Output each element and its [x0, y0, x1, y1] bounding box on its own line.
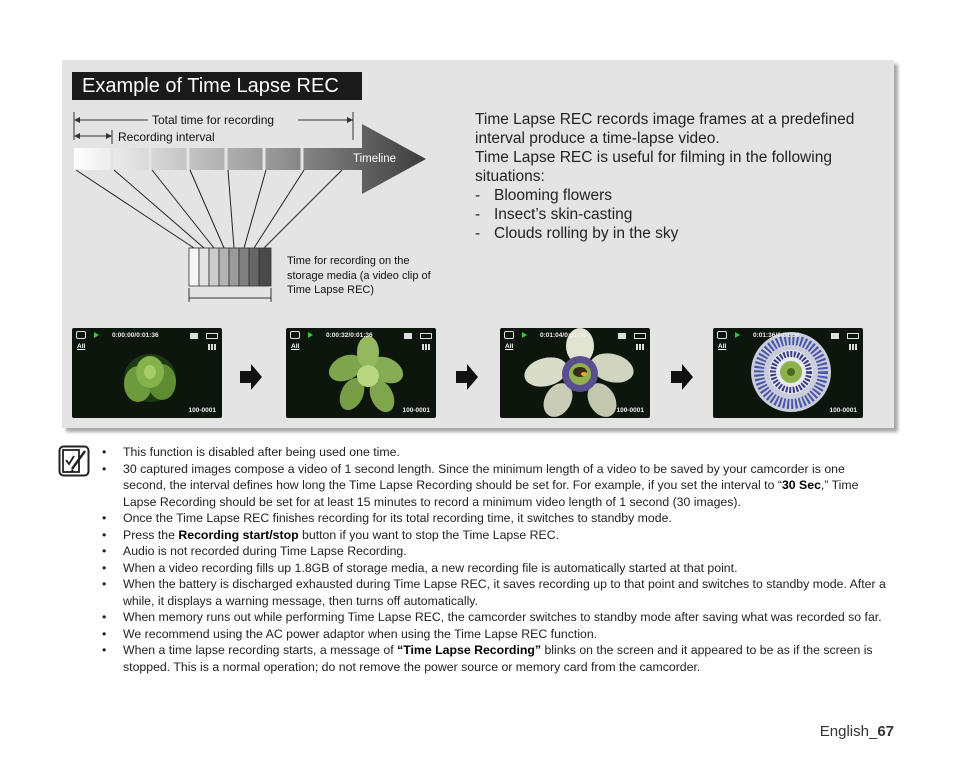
file-number: 100-0001 [188, 407, 216, 414]
play-icon [522, 332, 527, 338]
battery-icon [634, 333, 646, 339]
note-icon [58, 445, 90, 477]
notes-list [100, 444, 890, 675]
memory-card-icon [618, 333, 626, 339]
note-item: • Once the Time Lapse REC finishes recording for its total recording time, it switches to standby mode. [100, 510, 890, 527]
intro-line-1: Time Lapse REC records image frames at a predefined interval produce a time-lapse video. [475, 111, 855, 147]
battery-icon [847, 333, 859, 339]
video-mode-icon [76, 331, 86, 339]
page-footer [820, 723, 894, 740]
note-item: • When the battery is discharged exhausted during Time Lapse REC, it saves recording up to that point and switches to standby mode. After a while, it displays a warning message, then turns off automatically. [100, 576, 890, 609]
thumbnail-frame-3 [500, 328, 650, 418]
all-label: All [291, 343, 300, 350]
memory-card-icon [831, 333, 839, 339]
next-arrow-icon [671, 364, 693, 390]
play-icon [735, 332, 740, 338]
intro-line-2: Time Lapse REC is useful for filming in the following situations: [475, 149, 832, 185]
battery-icon [420, 333, 432, 339]
all-label: All [77, 343, 86, 350]
playback-time: 0:00:00/0:01:36 [112, 332, 159, 339]
note-item: • Audio is not recorded during Time Lapse Recording. [100, 543, 890, 560]
note-item: • When memory runs out while performing Time Lapse REC, the camcorder switches to standby mode after saving what was recorded so far. [100, 609, 890, 626]
note-item: • This function is disabled after being used one time. [100, 444, 890, 461]
memory-card-icon [404, 333, 412, 339]
note-item: • 30 captured images compose a video of 1 second length. Since the minimum length of a video to be saved by your camcorder is one second, the interval defines how long the Time Lapse Recording should be set for. For example, if you set the interval to “30 Sec,” Time Lapse Recording should be set for at least 15 minutes to record a minimum video length of 1 second (30 images). [100, 461, 890, 511]
thumbnail-frame-4 [713, 328, 863, 418]
memory-card-icon [190, 333, 198, 339]
panel-title: Example of Time Lapse REC [72, 72, 362, 100]
note-item: • Press the Recording start/stop button if you want to stop the Time Lapse REC. [100, 527, 890, 544]
quality-icon [208, 344, 216, 350]
playback-time: 0:00:32/0:01:36 [326, 332, 373, 339]
situations-list [475, 186, 885, 243]
video-mode-icon [717, 331, 727, 339]
thumbnail-sequence [72, 328, 864, 418]
storage-caption: Time for recording on the storage media (a video clip of Time Lapse REC) [287, 255, 431, 296]
quality-icon [422, 344, 430, 350]
intro-text [475, 110, 885, 243]
page-number: 67 [877, 723, 894, 740]
video-mode-icon [290, 331, 300, 339]
play-icon [94, 332, 99, 338]
situation-item: - Insect’s skin-casting [475, 205, 885, 224]
blooming-flower-image [500, 328, 650, 418]
thumbnail-frame-2 [286, 328, 436, 418]
all-label: All [505, 343, 514, 350]
file-number: 100-0001 [829, 407, 857, 414]
note-item: • We recommend using the AC power adaptor when using the Time Lapse REC function. [100, 626, 890, 643]
quality-icon [636, 344, 644, 350]
note-item: • When a video recording fills up 1.8GB of storage media, a new recording file is automatically started at that point. [100, 560, 890, 577]
all-label: All [718, 343, 727, 350]
play-icon [308, 332, 313, 338]
video-mode-icon [504, 331, 514, 339]
total-time-label: Total time for recording [152, 113, 275, 127]
situation-item: - Blooming flowers [475, 186, 885, 205]
quality-icon [849, 344, 857, 350]
playback-time: 0:01:36/0:01:36 [753, 332, 800, 339]
playback-time: 0:01:04/0:01:36 [540, 332, 587, 339]
footer-language: English_ [819, 723, 878, 740]
next-arrow-icon [456, 364, 478, 390]
file-number: 100-0001 [616, 407, 644, 414]
full-bloom-flower-image [713, 328, 863, 418]
flower-bud-image [72, 328, 222, 418]
situation-item: - Clouds rolling by in the sky [475, 224, 885, 243]
file-number: 100-0001 [402, 407, 430, 414]
interval-label: Recording interval [118, 130, 215, 144]
timeline-label: Timeline [353, 153, 397, 165]
thumbnail-frame-1 [72, 328, 222, 418]
battery-icon [206, 333, 218, 339]
note-item: • When a time lapse recording starts, a message of “Time Lapse Recording” blinks on the screen and it appeared to be as if the screen is stopped. This is a normal operation; do not remove the power source or memory card from the camcorder. [100, 642, 890, 675]
opening-flower-image [286, 328, 436, 418]
next-arrow-icon [240, 364, 262, 390]
